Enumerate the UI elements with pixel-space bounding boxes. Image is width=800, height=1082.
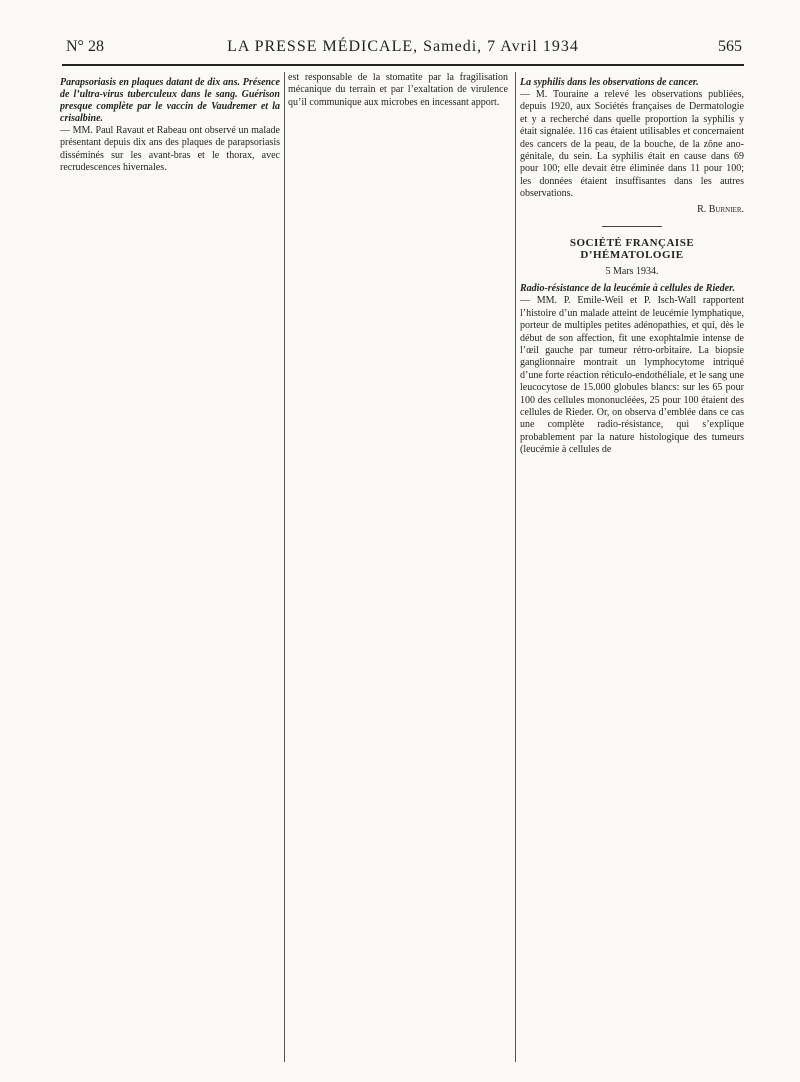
article-heading: Radio-résistance de la leucémie à cellules de Rieder. <box>520 283 735 295</box>
column-divider <box>515 72 516 1062</box>
article-paragraph: — MM. Paul Ravaut et Rabeau ont observé un malade présentant depuis dix ans des plaques de parapsoriasis disséminés sur les avant-bras et le thorax, avec recrudescences hivernales. <box>60 125 280 174</box>
article-heading: Parapsoriasis en plaques datant de dix ans. Présence de l’ultra-virus tuberculeux dans le sang. Guérison presque complète par le vaccin de Vaudremer et la crisalbine. <box>60 77 280 124</box>
column-3-articles <box>520 77 744 201</box>
column-divider <box>284 72 285 1062</box>
article-heading: La syphilis dans les observations de cancer. <box>520 77 699 88</box>
page-header <box>62 38 744 64</box>
hematology-articles <box>520 283 744 456</box>
article-paragraph: est responsable de la stomatite par la fragilisation mécanique du terrain et par l’exaltation de virulence qu’il communique aux microbes en incessant apport. <box>288 72 508 108</box>
article-paragraph: — MM. P. Emile-Weil et P. Isch-Wall rapportent l’histoire d’un malade atteint de leucémie lymphatique, porteur de multiples petites adénopathies, et qui, dès le début de son affection, fit une exophtalmie intense de l’œil gauche par tumeur rétro-orbitaire. La biopsie ganglionnaire montrait un lymphocytome intriqué d’une forte réaction réticulo-endothéliale, et le sang une leucocytose de 15.000 globules blancs: sur les 65 pour 100 des cellules mononucléées, 25 pour 100 étaient des cellules de Rieder. Or, on observa d’emblée dans ce cas une complète radio-résistance, qui s’explique probablement par la nature histologique des tumeurs (leucémie à cellules de <box>520 295 744 456</box>
article-paragraph: — M. Touraine a relevé les observations publiées, depuis 1920, aux Sociétés françaises de Dermatologie et y a recherché dans quelle proportion la syphilis y était signalée. 116 cas étaient utilisables et concernaient des cancers de la peau, de la bouche, de la zône ano-génitale, du sein. La syphilis était en cause dans 69 pour 100; elle devait être éliminée dans 11 pour 100; les données étaient insuffisantes dans les autres observations. <box>520 89 744 200</box>
section-separator <box>602 226 662 227</box>
column-1 <box>60 72 280 1062</box>
society-heading: SOCIÉTÉ FRANÇAISE D’HÉMATOLOGIE <box>569 237 695 262</box>
session-date: 5 Mars 1934. <box>605 265 659 277</box>
journal-title: LA PRESSE MÉDICALE, Samedi, 7 Avril 1934 <box>227 38 579 55</box>
page-number: 565 <box>718 38 742 55</box>
column-2 <box>288 72 508 1062</box>
column-3 <box>520 72 744 1062</box>
issue-number: N° 28 <box>66 38 104 55</box>
author-signature: R. Burnier. <box>697 203 744 215</box>
header-rule <box>62 64 744 66</box>
